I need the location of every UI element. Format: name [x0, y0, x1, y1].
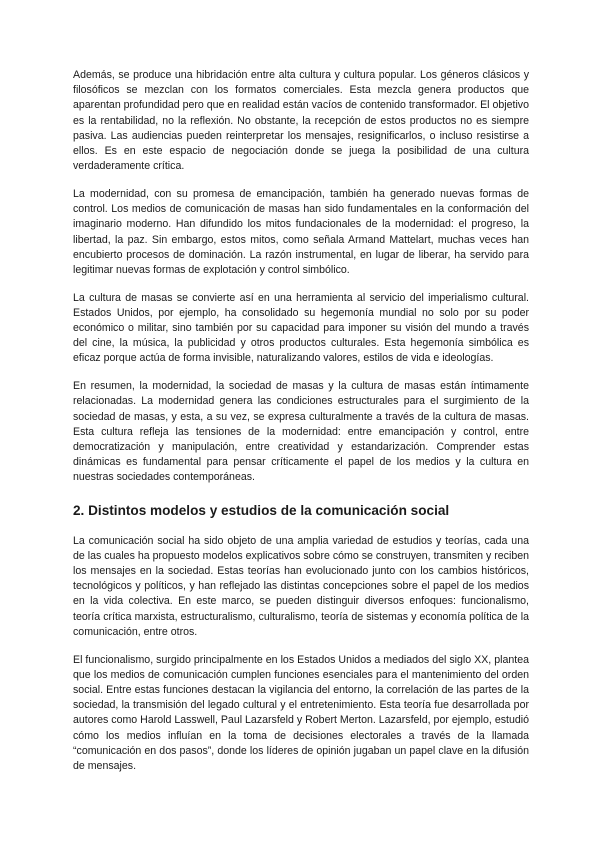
- document-page: [73, 68, 529, 774]
- paragraph-comunicacion-social: La comunicación social ha sido objeto de una amplia variedad de estudios y teorías, cada una de las cuales ha propuesto modelos explicativos sobre cómo se construyen, transmiten y reciben los mensajes en la sociedad. Estas teorías han evolucionado junto con los cambios históricos, tecnológicos y políticos, y han reflejado las distintas concepciones sobre el papel de los medios en la vida colectiva. En este marco, se pueden distinguir diversos enfoques: funcionalismo, teoría crítica marxista, estructuralismo, culturalismo, teoría de sistemas y economía política de la comunicación, entre otros.: [73, 534, 529, 638]
- paragraph-funcionalismo: El funcionalismo, surgido principalmente en los Estados Unidos a mediados del siglo XX, plantea que los medios de comunicación cumplen funciones esenciales para el mantenimiento del orden social. Entre estas funciones destacan la vigilancia del entorno, la correlación de las partes de la sociedad, la transmisión del legado cultural y el entretenimiento. Esta teoría fue desarrollada por autores como Harold Lasswell, Paul Lazarsfeld y Robert Merton. Lazarsfeld, por ejemplo, estudió cómo los medios influían en la toma de decisiones electorales a través de la llamada “comunicación en dos pasos”, donde los líderes de opinión jugaban un papel clave en la difusión de mensajes.: [73, 653, 529, 772]
- paragraph-hibridacion: Además, se produce una hibridación entre alta cultura y cultura popular. Los géneros clásicos y filosóficos se mezclan con los formatos comerciales. Esta mezcla genera productos que aparentan profundidad pero que en realidad están vacíos de contenido transformador. El objetivo es la rentabilidad, no la reflexión. No obstante, la recepción de estos productos no es siempre pasiva. Las audiencias pueden reinterpretar los mensajes, resignificarlos, o incluso resistirse a ellos. Es en este espacio de negociación donde se juega la posibilidad de una cultura verdaderamente crítica.: [73, 69, 529, 173]
- section-heading: 2. Distintos modelos y estudios de la comunicación social: [73, 502, 450, 518]
- paragraph-resumen: En resumen, la modernidad, la sociedad de masas y la cultura de masas están íntimamente relacionadas. La modernidad genera las condiciones estructurales para el surgimiento de la sociedad de masas, y esta, a su vez, se expresa culturalmente a través de la cultura de masas. Esta cultura refleja las tensiones de la modernidad: entre emancipación y control, entre democratización y manipulación, entre creatividad y estandarización. Comprender estas dinámicas es fundamental para pensar críticamente el papel de los medios y la cultura en nuestras sociedades contemporáneas.: [73, 380, 529, 484]
- paragraph-imperialismo-cultural: La cultura de masas se convierte así en una herramienta al servicio del imperialismo cultural. Estados Unidos, por ejemplo, ha consolidado su hegemonía mundial no solo por su poder económico o militar, sino también por su capacidad para imponer su visión del mundo a través del cine, la música, la publicidad y otros productos culturales. Esta hegemonía simbólica es eficaz porque actúa de forma invisible, naturalizando valores, estilos de vida e ideologías.: [73, 291, 529, 365]
- paragraph-modernidad: La modernidad, con su promesa de emancipación, también ha generado nuevas formas de control. Los medios de comunicación de masas han sido fundamentales en la conformación del imaginario moderno. Han difundido los mitos fundacionales de la modernidad: el progreso, la libertad, la paz. Sin embargo, estos mitos, como señala Armand Mattelart, muchas veces han encubierto procesos de dominación. La razón instrumental, en lugar de liberar, ha servido para legitimar nuevas formas de explotación y control simbólico.: [73, 187, 529, 276]
